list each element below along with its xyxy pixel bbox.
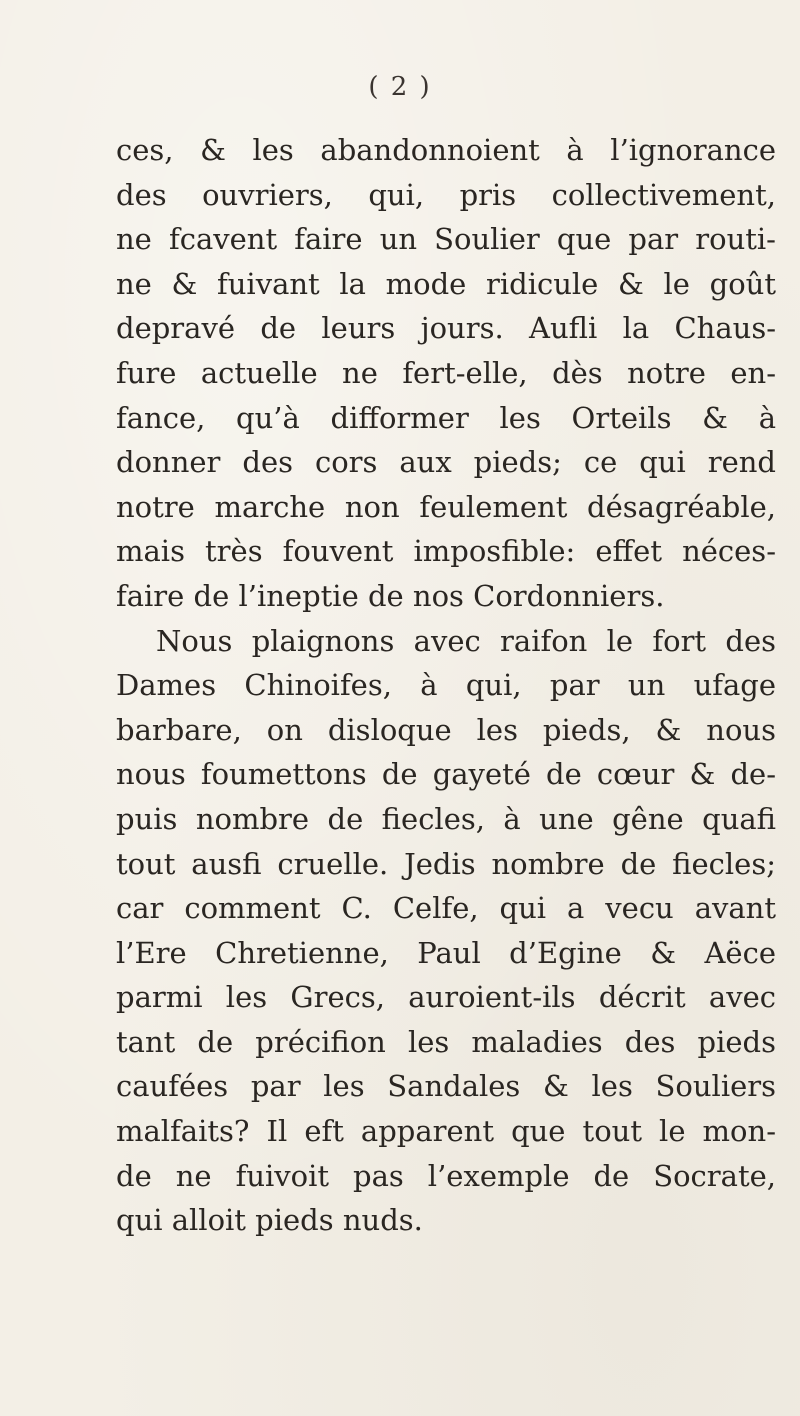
text-line: fance, qu’à difformer les Orteils & à <box>116 400 776 435</box>
text-line: car comment C. Celfe, qui a vecu avant <box>116 891 776 926</box>
text-line: tant de précifion les maladies des pieds <box>116 1024 776 1059</box>
text-line: l’Ere Chretienne, Paul d’Egine & Aëce <box>116 935 776 970</box>
text-line: donner des cors aux pieds; ce qui rend <box>116 445 776 480</box>
text-line: des ouvriers, qui, pris collectivement, <box>116 177 776 212</box>
text-line: qui alloit pieds nuds. <box>116 1203 423 1238</box>
text-line: nous foumettons de gayeté de cœur & de- <box>116 757 776 792</box>
text-line: ces, & les abandonnoient à l’ignorance <box>116 133 776 167</box>
text-line: de ne fuivoit pas l’exemple de Socrate, <box>116 1158 776 1193</box>
page-number-header: ( 2 ) <box>368 72 432 102</box>
text-line: mais très fouvent imposfible: effet néces- <box>116 534 776 569</box>
text-line: tout ausfi cruelle. Jedis nombre de fiecles; <box>116 846 776 881</box>
body-text <box>116 128 776 1243</box>
text-line: Nous plaignons avec raifon le fort des <box>156 623 776 658</box>
text-line: caufées par les Sandales & les Souliers <box>116 1069 776 1104</box>
text-line: barbare, on disloque les pieds, & nous <box>116 712 776 747</box>
text-line: puis nombre de fiecles, à une gêne quafi <box>116 801 776 836</box>
text-line: Dames Chinoifes, à qui, par un ufage <box>116 668 776 703</box>
text-line: ne fcavent faire un Soulier que par routi- <box>116 222 776 257</box>
text-line: fure actuelle ne fert-elle, dès notre en- <box>116 355 776 390</box>
text-line: faire de l’ineptie de nos Cordonniers. <box>116 578 665 613</box>
text-line: malfaits? Il eft apparent que tout le mon- <box>116 1114 776 1149</box>
text-line: ne & fuivant la mode ridicule & le goût <box>116 266 776 301</box>
text-line: notre marche non feulement désagréable, <box>116 489 776 524</box>
text-line: depravé de leurs jours. Aufli la Chaus- <box>116 311 776 346</box>
text-line: parmi les Grecs, auroient-ils décrit avec <box>116 980 776 1015</box>
